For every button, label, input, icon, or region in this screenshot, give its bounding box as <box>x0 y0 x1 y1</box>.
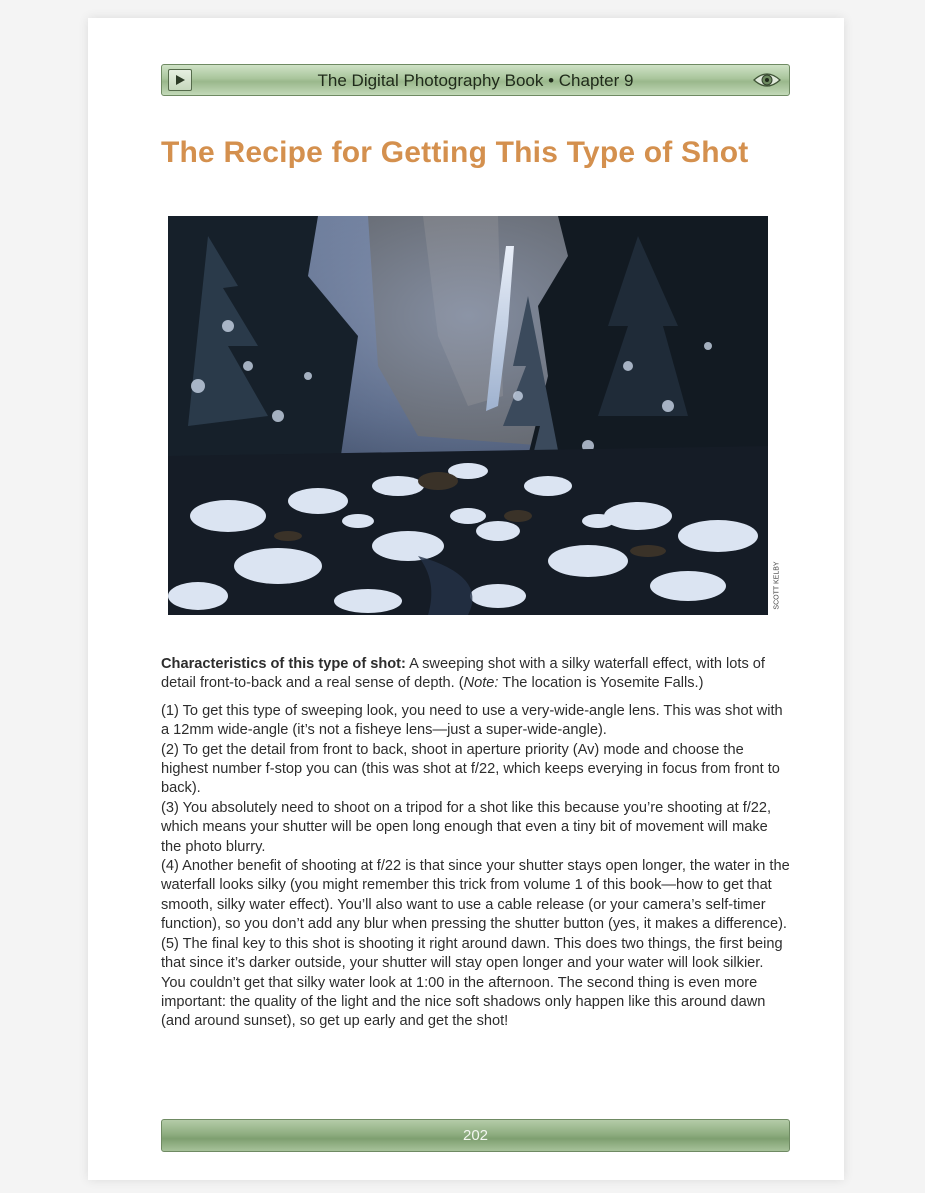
chapter-header-title: The Digital Photography Book • Chapter 9 <box>317 71 634 90</box>
waterfall-photo <box>168 216 768 615</box>
step-4: (4) Another benefit of shooting at f/22 is that since your shutter stays open longer, the water in the waterfall looks silky (you might remember this trick from volume 1 of this book—how to get that smooth, silky water effect). You’ll also want to use a cable release (or your camera’s self-timer function), so you don’t add any blur when pressing the shutter button (yes, it makes a difference). <box>161 858 790 933</box>
note-label: Note: <box>463 675 499 692</box>
eye-icon <box>753 70 781 95</box>
step-3: (3) You absolutely need to shoot on a tripod for a shot like this because you’re shooting at f/22, which means your shutter will be open long enough that even a tiny bit of movement will make the photo blurry. <box>161 799 772 855</box>
characteristics-paragraph: Characteristics of this type of shot: A sweeping shot with a silky waterfall effect, with lots of detail front-to-back and a real sense of depth. (Note: The location is Yosemite Falls.) <box>161 656 765 692</box>
footer-bar <box>161 1119 790 1152</box>
body-text <box>161 655 791 1032</box>
photo-credit: SCOTT KELBY <box>773 561 781 610</box>
step-5: (5) The final key to this shot is shooting it right around dawn. This does two things, the first being that since it’s darker outside, your shutter will stay open longer and your water will look silkier. You couldn’t get that silky water look at 1:00 in the afternoon. The second thing is even more important: the quality of the light and the nice soft shadows only happen like this around dawn (and around sunset), so get up early and get the shot! <box>161 935 783 1030</box>
step-2: (2) To get the detail from front to back, shoot in aperture priority (Av) mode and choose the highest number f-stop you can (this was shot at f/22, which keeps everying in focus from front to back). <box>161 741 780 797</box>
page-title: The Recipe for Getting This Type of Shot <box>161 136 749 169</box>
page-number: 202 <box>462 1127 489 1144</box>
chapter-header-bar <box>161 64 790 96</box>
characteristics-label: Characteristics of this type of shot: <box>161 656 406 672</box>
step-1: (1) To get this type of sweeping look, you need to use a very-wide-angle lens. This was shot with a 12mm wide-angle (it’s not a fisheye lens—just a super-wide-angle). <box>161 702 783 739</box>
